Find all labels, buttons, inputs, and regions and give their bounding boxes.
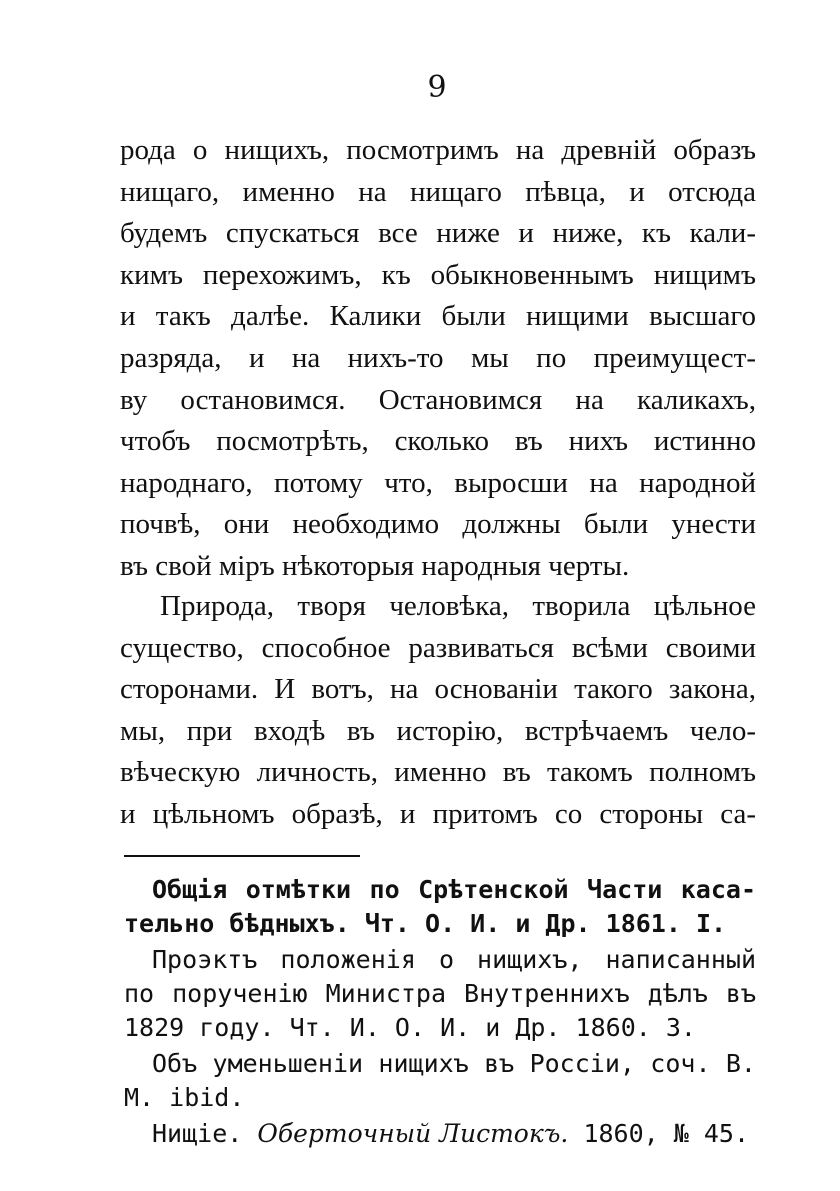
text-line: вѣческую личность, именно въ такомъ полномъ	[120, 756, 756, 789]
footnote-4	[124, 1117, 756, 1151]
text-line: и цѣльномъ образѣ, и притомъ со стороны са-	[120, 797, 756, 830]
text-line: почвѣ, они необходимо должны были унести	[120, 508, 756, 541]
text-line: въ свой міръ нѣкоторыя народныя черты.	[120, 549, 630, 582]
paragraph-1	[120, 130, 756, 588]
text-line: и такъ далѣе. Калики были нищими высшаго	[120, 300, 756, 333]
text-line: нищаго, именно на нищаго пѣвца, и отсюда	[120, 175, 756, 208]
footnote-source-title: Оберточный Листокъ.	[257, 1119, 569, 1148]
footnote-divider	[124, 855, 360, 857]
footnote-line	[124, 1117, 756, 1151]
text-line: народнаго, потому что, выросши на народной	[120, 466, 756, 499]
text-line: рода о нищихъ, посмотримъ на древній образъ	[120, 134, 756, 166]
footnote-line: тельно бѣдныхъ. Чт. О. И. и Др. 1861. I.	[124, 909, 727, 938]
text-line: кимъ перехожимъ, къ обыкновеннымъ нищимъ	[120, 258, 756, 291]
text-line: будемъ спускаться все ниже и ниже, къ кали-	[120, 217, 756, 250]
footnotes	[124, 873, 756, 1151]
footnote-1	[124, 873, 756, 941]
footnote-prefix: Нищіе.	[152, 1119, 243, 1148]
footnote-line: по порученію Министра Внутреннихъ дѣлъ въ	[124, 979, 756, 1008]
text-line: разряда, и на нихъ-то мы по преимущест-	[120, 341, 756, 374]
footnote-3	[124, 1047, 756, 1115]
page-number: 9	[427, 70, 447, 105]
text-line: Природа, творя человѣка, творила цѣльное	[160, 590, 756, 622]
footnote-line: Общія отмѣтки по Срѣтенской Части каса-	[152, 875, 756, 904]
footnote-2	[124, 943, 756, 1045]
footnote-suffix: 1860, № 45.	[583, 1119, 750, 1148]
paragraph-2	[120, 586, 756, 836]
text-line: чтобъ посмотрѣть, сколько въ нихъ истинно	[120, 425, 756, 458]
text-line: ву остановимся. Остановимся на каликахъ,	[120, 383, 756, 416]
text-line: мы, при входѣ въ исторію, встрѣчаемъ чело-	[120, 714, 756, 747]
text-line: существо, способное развиваться всѣми своими	[120, 631, 756, 664]
footnote-line: М. ibid.	[124, 1083, 245, 1112]
footnote-line: Объ уменьшеніи нищихъ въ Россіи, соч. В.	[152, 1049, 756, 1078]
footnote-line: Проэктъ положенія о нищихъ, написанный	[152, 945, 756, 974]
footnote-line: 1829 году. Чт. И. О. И. и Др. 1860. 3.	[124, 1013, 696, 1042]
text-line: сторонами. И вотъ, на основаніи такого закона,	[120, 673, 756, 706]
